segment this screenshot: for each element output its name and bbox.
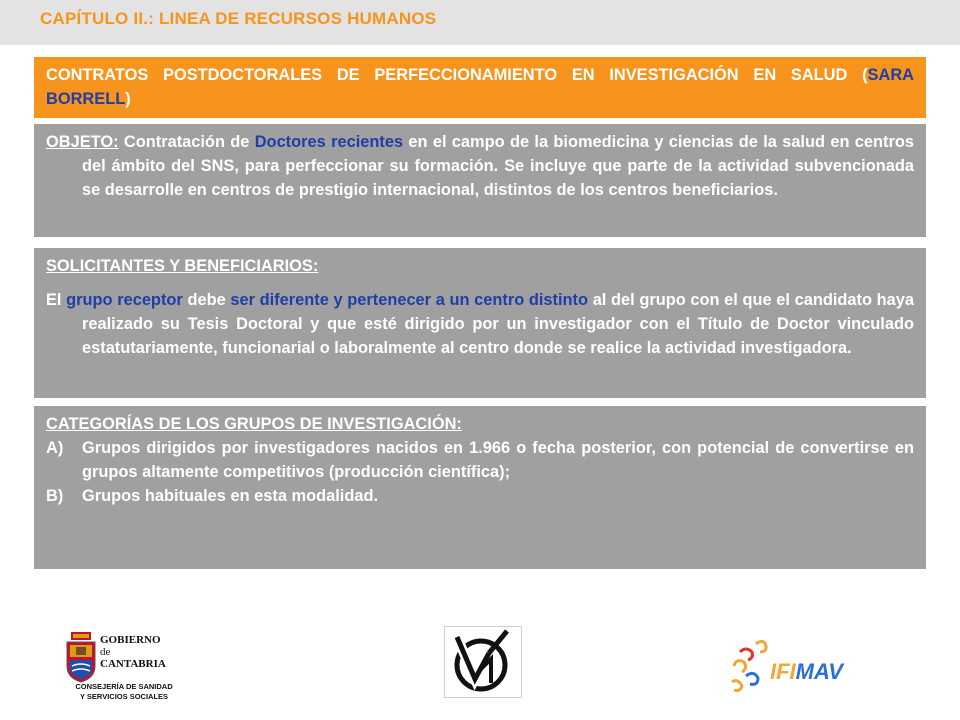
program-name: SARA BORRELL [46,66,914,108]
chapter-title: CAPÍTULO II.: LINEA DE RECURSOS HUMANOS [40,9,437,28]
objeto-box [34,124,926,237]
list-item: B) Grupos habituales en esta modalidad. [46,487,379,505]
ifimav-logo: IFIMAV [726,636,856,696]
categorias-box [34,406,926,569]
header-bar [0,0,960,45]
section-title: CONTRATOS POSTDOCTORALES DE PERFECCIONAMIENTO EN INVESTIGACIÓN EN SALUD (SARA BORRELL) [46,66,914,108]
objeto-label: OBJETO: [46,133,119,151]
section-title-box [34,57,926,118]
objeto-text: OBJETO: Contratación de Doctores recientes en el campo de la biomedicina y ciencias de la salud en centros del ámbito del SNS, para perfeccionar su formación. Se incluye que parte de la actividad subvencionada se desarrolle en centros de prestigio internacional, distintos de los centros beneficiarios. [46,133,914,199]
list-item: A) Grupos dirigidos por investigadores nacidos en 1.966 o fecha posterior, con potencial de convertirse en grupos altamente competitivos (producción científica); [46,439,914,481]
solicitantes-text: El grupo receptor debe ser diferente y pertenecer a un centro distinto al del grupo con el que el candidato haya realizado su Tesis Doctoral y que esté dirigido por un investigador con el Título de Doctor vinculado estatutariamente, funcionarial o laboralmente al centro donde se realice la actividad investigadora. [46,291,914,357]
solicitantes-box [34,248,926,398]
coat-of-arms-icon [64,632,98,684]
gobierno-cantabria-logo: GOBIERNO de CANTABRIA CONSEJERÍA DE SANIDAD Y SERVICIOS SOCIALES [62,630,182,710]
quality-seal-logo [444,626,522,698]
ifimav-swirl-icon [726,636,772,696]
categorias-heading: CATEGORÍAS DE LOS GRUPOS DE INVESTIGACIÓN: [46,415,462,433]
solicitantes-heading: SOLICITANTES Y BENEFICIARIOS: [46,257,319,275]
checkmark-seal-icon [445,627,521,697]
